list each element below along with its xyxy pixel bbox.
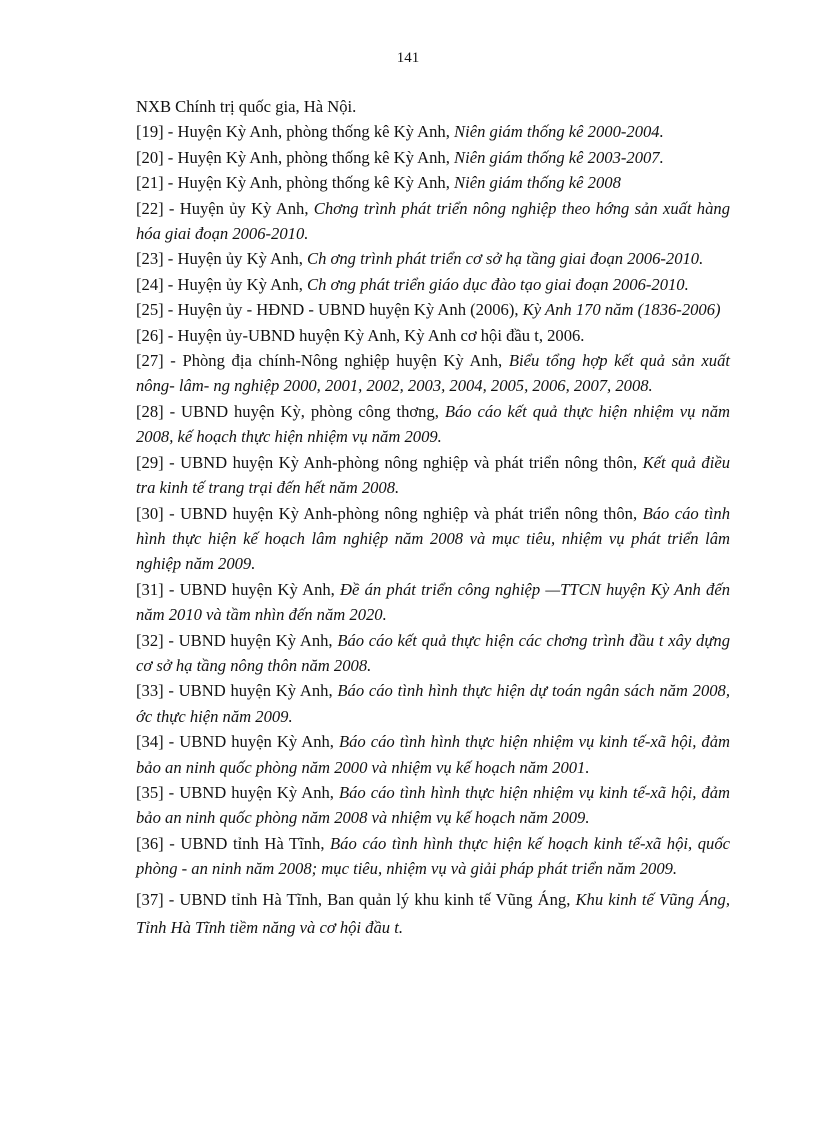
reference-entry — [136, 94, 730, 119]
reference-entry — [136, 323, 730, 348]
reference-entry — [136, 729, 730, 780]
reference-entry — [136, 628, 730, 679]
reference-text: [35] - UBND huyện Kỳ Anh, — [136, 782, 339, 802]
reference-title: Niên giám thống kê 2008 — [454, 173, 621, 193]
reference-entry — [136, 831, 730, 882]
reference-entry — [136, 196, 730, 247]
reference-entry — [136, 170, 730, 195]
reference-title: Ch ơng trình phát triển cơ sở hạ tầng giai đoạn 2006-2010. — [307, 249, 704, 269]
reference-text: [23] - Huyện ủy Kỳ Anh, — [136, 249, 307, 269]
reference-list — [136, 94, 730, 943]
reference-entry — [136, 272, 730, 297]
reference-title: Đề án phát triển công nghiệp —TTCN huyện Kỳ Anh đến năm 2010 và tầm nhìn đến năm 2020. — [136, 579, 730, 625]
reference-text: [30] - UBND huyện Kỳ Anh-phòng nông nghiệp và phát triển nông thôn, — [136, 503, 643, 523]
reference-entry — [136, 297, 730, 322]
reference-text: [20] - Huyện Kỳ Anh, phòng thống kê Kỳ Anh, — [136, 147, 455, 167]
reference-text: [27] - Phòng địa chính-Nông nghiệp huyện Kỳ Anh, — [136, 351, 509, 371]
reference-entry — [136, 678, 730, 729]
reference-text: [36] - UBND tỉnh Hà Tĩnh, — [136, 833, 331, 853]
reference-entry — [136, 577, 730, 628]
reference-title: Niên giám thống kê 2000-2004. — [454, 122, 664, 142]
reference-entry — [136, 780, 730, 831]
reference-entry — [136, 886, 730, 943]
reference-title: Biểu tổng hợp kết quả sản xuất nông- lâm- ng nghiệp 2000, 2001, 2002, 2003, 2004, 2005, 2006, 2007, 2008. — [136, 351, 730, 396]
reference-text: [26] - Huyện ủy-UBND huyện Kỳ Anh, Kỳ Anh cơ hội đầu t, 2006. — [136, 325, 585, 345]
reference-entry — [136, 246, 730, 271]
reference-title: Báo cáo kết quả thực hiện nhiệm vụ năm 2008, kế hoạch thực hiện nhiệm vụ năm 2009. — [136, 401, 730, 447]
reference-text: [25] - Huyện ủy - HĐND - UBND huyện Kỳ Anh (2006), — [136, 300, 523, 320]
reference-title: Chơng trình phát triển nông nghiệp theo hớng sản xuất hàng hóa giai đoạn 2006-2010. — [136, 198, 730, 244]
reference-title: Báo cáo tình hình thực hiện kế hoạch kinh tế-xã hội, quốc phòng - an ninh năm 2008; mục tiêu, nhiệm vụ và giải pháp phát triển năm 2009. — [136, 833, 730, 879]
reference-entry — [136, 450, 730, 501]
reference-title: Kỳ Anh 170 năm (1836-2006) — [522, 300, 721, 320]
reference-entry — [136, 119, 730, 144]
reference-text: [21] - Huyện Kỳ Anh, phòng thống kê Kỳ Anh, — [136, 173, 455, 193]
reference-title: Báo cáo tình hình thực hiện dự toán ngân sách năm 2008, ớc thực hiện năm 2009. — [136, 681, 730, 726]
reference-title: Kết quả điều tra kinh tế trang trại đến hết năm 2008. — [136, 452, 730, 498]
reference-title: Báo cáo tình hình thực hiện kế hoạch lâm nghiệp năm 2008 và mục tiêu, nhiệm vụ phát triển lâm nghiệp năm 2009. — [136, 503, 730, 574]
reference-entry — [136, 399, 730, 450]
reference-entry — [136, 501, 730, 577]
reference-entry — [136, 348, 730, 399]
reference-title: Báo cáo tình hình thực hiện nhiệm vụ kinh tế-xã hội, đảm bảo an ninh quốc phòng năm 2008 và nhiệm vụ kế hoạch năm 2009. — [136, 782, 730, 828]
reference-title: Khu kinh tế Vũng Áng, Tỉnh Hà Tĩnh tiềm năng và cơ hội đầu t. — [136, 889, 730, 938]
reference-text: [28] - UBND huyện Kỳ, phòng công thơng, — [136, 401, 445, 421]
reference-text: NXB Chính trị quốc gia, Hà Nội. — [136, 97, 357, 116]
reference-title: Báo cáo kết quả thực hiện các chơng trình đầu t xây dựng cơ sở hạ tầng nông thôn năm 2008. — [136, 630, 730, 675]
reference-text: [29] - UBND huyện Kỳ Anh-phòng nông nghiệp và phát triển nông thôn, — [136, 452, 643, 472]
reference-title: Niên giám thống kê 2003-2007. — [454, 147, 664, 167]
reference-entry — [136, 145, 730, 170]
page-number: 141 — [396, 50, 420, 66]
reference-title: Báo cáo tình hình thực hiện nhiệm vụ kinh tế-xã hội, đảm bảo an ninh quốc phòng năm 2000 và nhiệm vụ kế hoạch năm 2001. — [136, 732, 730, 777]
reference-text: [19] - Huyện Kỳ Anh, phòng thống kê Kỳ Anh, — [136, 122, 455, 142]
reference-text: [24] - Huyện ủy Kỳ Anh, — [136, 274, 307, 294]
reference-text: [32] - UBND huyện Kỳ Anh, — [136, 630, 338, 650]
reference-title: Ch ơng phát triển giáo dục đào tạo giai đoạn 2006-2010. — [307, 274, 689, 294]
reference-text: [33] - UBND huyện Kỳ Anh, — [136, 681, 338, 701]
reference-text: [22] - Huyện ủy Kỳ Anh, — [136, 198, 314, 218]
reference-text: [37] - UBND tỉnh Hà Tĩnh, Ban quản lý khu kinh tế Vũng Áng, — [136, 889, 576, 909]
reference-text: [31] - UBND huyện Kỳ Anh, — [136, 579, 341, 599]
reference-text: [34] - UBND huyện Kỳ Anh, — [136, 732, 339, 752]
